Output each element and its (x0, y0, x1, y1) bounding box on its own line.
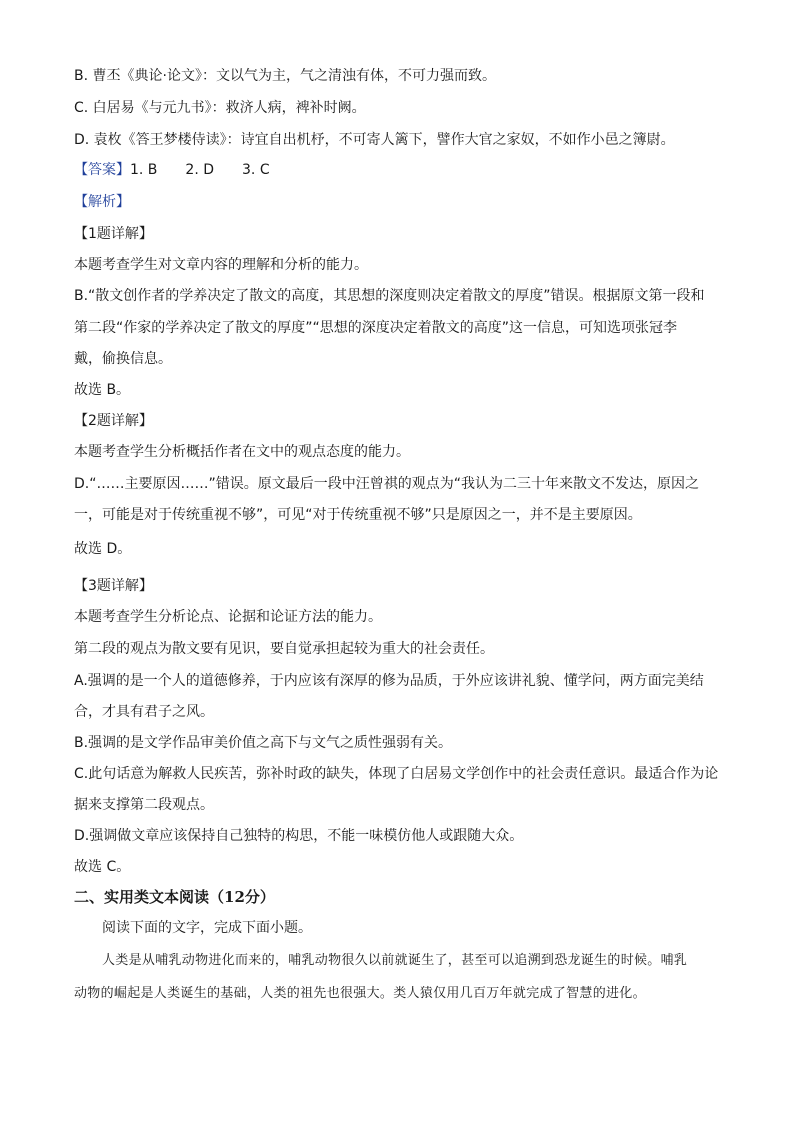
q1-line: 第二段“作家的学养决定了散文的厚度”“思想的深度决定着散文的高度”这一信息，可知选项张冠李 (74, 320, 678, 336)
q3-line: 合，才具有君子之风。 (74, 704, 214, 720)
answer-label: 【答案】 (74, 162, 130, 178)
q2-line: D.“……主要原因……”错误。原文最后一段中汪曾祺的观点为“我认为二三十年来散文不发达，原因之 (74, 476, 699, 492)
answer-item-2: 2. D (185, 162, 215, 178)
q3-line: 第二段的观点为散文要有见识，要自觉承担起较为重大的社会责任。 (74, 641, 494, 657)
q1-heading: 【1题详解】 (74, 226, 153, 242)
answer-item-3: 3. C (242, 162, 270, 178)
section-instruction: 阅读下面的文字，完成下面小题。 (102, 920, 312, 936)
q3-line: C.此句话意为解救人民疾苦，弥补时政的缺失，体现了白居易文学创作中的社会责任意识。最适合作为论 (74, 766, 719, 782)
answer-line (74, 160, 734, 180)
analysis-label: 【解析】 (74, 194, 130, 210)
excerpt-line: 人类是从哺乳动物进化而来的，哺乳动物很久以前就诞生了，甚至可以追溯到恐龙诞生的时候。哺乳 (102, 953, 688, 968)
q3-line: 本题考查学生分析论点、论据和论证方法的能力。 (74, 609, 382, 625)
option-d: D. 袁枚《答王梦楼侍读》：诗宜自出机杼，不可寄人篱下，譬作大官之家奴，不如作小邑之簿尉。 (74, 132, 675, 148)
q2-line: 一，可能是对于传统重视不够”，可见“对于传统重视不够”只是原因之一，并不是主要原因。 (74, 507, 642, 523)
q2-line: 本题考查学生分析概括作者在文中的观点态度的能力。 (74, 444, 410, 460)
answer-item-1: 1. B (130, 162, 158, 178)
excerpt-line: 动物的崛起是人类诞生的基础，人类的祖先也很强大。类人猿仅用几百万年就完成了智慧的进化。 (74, 986, 646, 1001)
q2-heading: 【2题详解】 (74, 413, 153, 429)
q3-line: 据来支撑第二段观点。 (74, 797, 214, 813)
option-b: B. 曹丕《典论·论文》：文以气为主，气之清浊有体，不可力强而致。 (74, 68, 496, 84)
q1-conclusion: 故选 B。 (74, 382, 131, 398)
q3-line: D.强调做文章应该保持自己独特的构思，不能一味模仿他人或跟随大众。 (74, 828, 524, 844)
q3-line: A.强调的是一个人的道德修养，于内应该有深厚的修为品质，于外应该讲礼貌、懂学问，两方面完美结 (74, 673, 704, 689)
q3-conclusion: 故选 C。 (74, 859, 131, 875)
option-c: C. 白居易《与元九书》：救济人病，裨补时阙。 (74, 100, 366, 116)
q1-line: 本题考查学生对文章内容的理解和分析的能力。 (74, 257, 368, 273)
q1-line: 戴，偷换信息。 (74, 351, 172, 367)
section-title: 二、实用类文本阅读（12分） (74, 888, 275, 906)
q2-conclusion: 故选 D。 (74, 541, 132, 557)
q3-line: B.强调的是文学作品审美价值之高下与文气之质性强弱有关。 (74, 735, 453, 751)
q1-line: B.“散文创作者的学养决定了散文的高度，其思想的深度则决定着散文的厚度”错误。根据原文第一段和 (74, 288, 705, 304)
q3-heading: 【3题详解】 (74, 578, 153, 594)
